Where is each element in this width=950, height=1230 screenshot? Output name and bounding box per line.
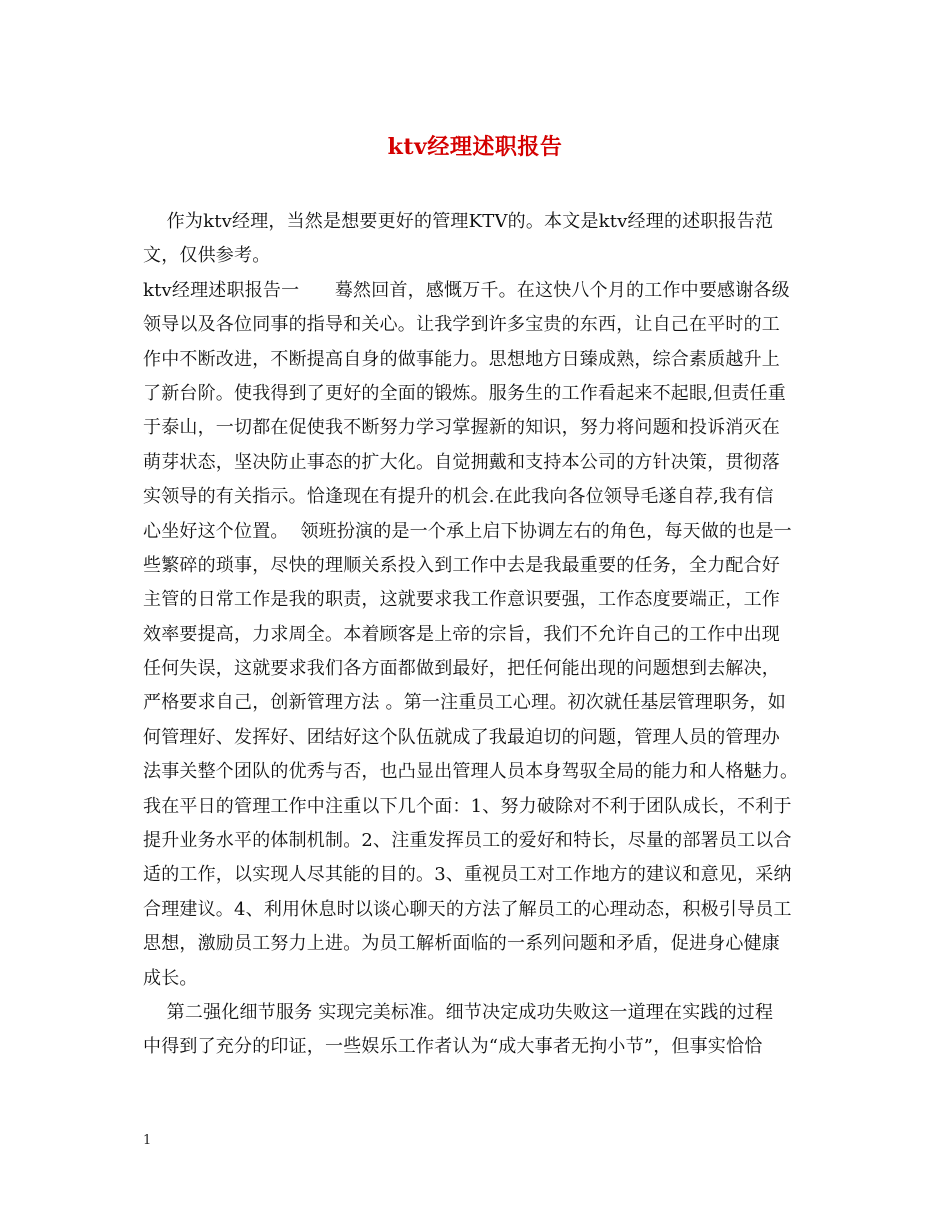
body-line: 效率要提高，力求周全。本着顾客是上帝的宗旨，我们不允许自己的工作中出现: [143, 623, 780, 645]
body-line: 中得到了充分的印证，一些娱乐工作者认为“成大事者无拘小节”，但事实恰恰: [143, 1036, 763, 1058]
body-line: 法事关整个团队的优秀与否，也凸显出管理人员本身驾驭全局的能力和人格魅力。: [143, 761, 799, 783]
body-line: ktv经理述职报告一 蓦然回首，感慨万千。在这快八个月的工作中要感谢各级: [143, 279, 790, 301]
body-line: 了新台阶。使我得到了更好的全面的锻炼。服务生的工作看起来不起眼,但责任重: [143, 382, 786, 404]
body-line: 领导以及各位同事的指导和关心。让我学到许多宝贵的东西，让自己在平时的工: [143, 314, 780, 336]
body-line: 任何失误，这就要求我们各方面都做到最好，把任何能出现的问题想到去解决，: [143, 658, 780, 680]
body-line: 于泰山，一切都在促使我不断努力学习掌握新的知识，努力将问题和投诉消灭在: [143, 417, 780, 439]
body-line: 作中不断改进，不断提高自身的做事能力。思想地方日臻成熟，综合素质越升上: [143, 348, 780, 370]
document-body: [143, 205, 823, 1065]
body-line: 思想，激励员工努力上进。为员工解析面临的一系列问题和矛盾，促进身心健康: [143, 933, 780, 955]
body-line: 适的工作，以实现人尽其能的目的。3、重视员工对工作地方的建议和意见，采纳: [143, 864, 792, 886]
body-line: 文，仅供参考。: [143, 245, 271, 267]
body-line: 严格要求自己，创新管理方法 。第一注重员工心理。初次就任基层管理职务，如: [143, 692, 786, 714]
page-number: 1: [143, 1133, 152, 1148]
body-line: 心坐好这个位置。 领班扮演的是一个承上启下协调左右的角色，每天做的也是一: [143, 520, 792, 542]
body-line: 实领导的有关指示。恰逢现在有提升的机会.在此我向各位领导毛遂自荐,我有信: [143, 486, 774, 508]
body-line: 提升业务水平的体制机制。2、注重发挥员工的爱好和特长，尽量的部署员工以合: [143, 830, 792, 852]
body-line: 何管理好、发挥好、团结好这个队伍就成了我最迫切的问题，管理人员的管理办: [143, 726, 780, 748]
body-line: 第二强化细节服务 实现完美标准。细节决定成功失败这一道理在实践的过程: [143, 1001, 774, 1023]
body-line: 萌芽状态，坚决防止事态的扩大化。自觉拥戴和支持本公司的方针决策，贯彻落: [143, 451, 780, 473]
body-line: 主管的日常工作是我的职责，这就要求我工作意识要强，工作态度要端正，工作: [143, 589, 780, 611]
body-line: 些繁碎的琐事，尽快的理顺关系投入到工作中去是我最重要的任务，全力配合好: [143, 554, 780, 576]
document-title: ktv经理述职报告: [387, 134, 563, 160]
body-line: 作为ktv经理，当然是想要更好的管理KTV的。本文是ktv经理的述职报告范: [143, 211, 774, 232]
body-line: 成长。: [143, 967, 198, 989]
body-line: 合理建议。4、利用休息时以谈心聊天的方法了解员工的心理动态，积极引导员工: [143, 898, 792, 920]
body-line: 我在平日的管理工作中注重以下几个面：1、努力破除对不利于团队成长，不利于: [143, 795, 792, 817]
